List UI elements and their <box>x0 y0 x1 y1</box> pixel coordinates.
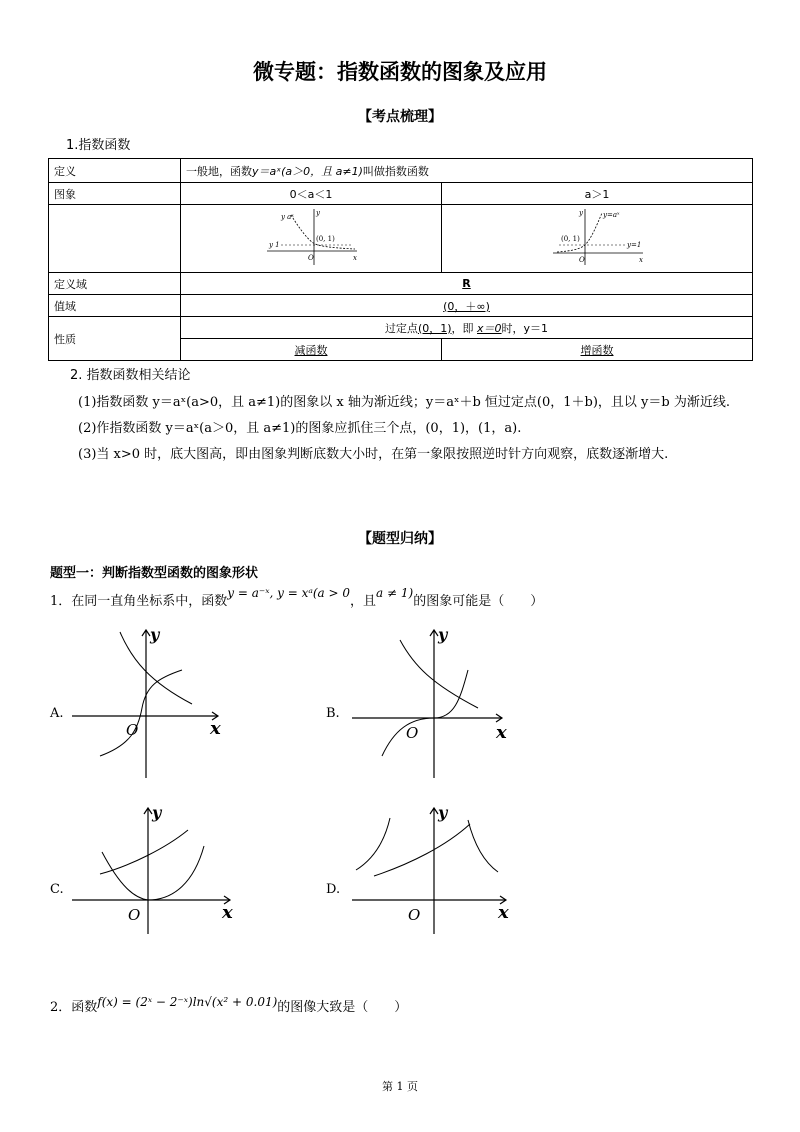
label-definition: 定义 <box>49 159 181 183</box>
definition-text: 一般地，函数y＝aˣ(a＞0，且 a≠1)叫做指数函数 <box>181 159 753 183</box>
label-range: 值域 <box>49 295 181 317</box>
option-a-graph <box>70 620 230 780</box>
point-label: (0, 1) <box>561 235 580 243</box>
graph-increasing-cell <box>442 205 753 273</box>
label-image: 图象 <box>49 183 181 205</box>
conclusion-1: (1)指数函数 y＝aˣ(a>0，且 a≠1)的图象以 x 轴为渐近线；y＝aˣ＋b 恒过定点(0，1＋b)，且以 y＝b 为渐近线. <box>78 395 730 410</box>
domain-value: R <box>181 273 753 295</box>
y-axis-label: y <box>316 209 320 217</box>
y-axis-label: y <box>150 625 160 644</box>
curve-power <box>382 670 468 756</box>
range-value: (0，＋∞) <box>181 295 753 317</box>
curve-power <box>102 846 204 900</box>
y-axis-label: y <box>438 625 448 644</box>
graph-increasing <box>547 207 647 267</box>
curve-exponential <box>100 830 188 874</box>
fixed-point-property: 过定点(0，1)，即 x＝0时，y＝1 <box>181 317 753 339</box>
conclusion-3: (3)当 x>0 时，底大图高，即由图象判断底数大小时，在第一象限按照逆时针方向观察，底数逐渐增大. <box>78 447 669 462</box>
x-axis-label: x <box>353 254 357 262</box>
line-label: y 1 <box>269 241 280 249</box>
option-b-label: B. <box>326 706 340 721</box>
x-axis-label: x <box>496 722 507 743</box>
point-label: (0, 1) <box>316 235 335 243</box>
condition-a-less-than-1: 0＜a＜1 <box>181 183 442 205</box>
option-c-graph <box>70 796 245 936</box>
origin-label: O <box>126 721 139 739</box>
curve-power-right <box>468 820 498 872</box>
monotonic-increasing: 增函数 <box>442 339 753 361</box>
curve-exponential <box>400 640 478 708</box>
increasing-curve <box>557 213 602 252</box>
section-heading-question-types: 【题型归纳】 <box>358 531 442 547</box>
origin-label: O <box>308 254 314 262</box>
curve-label: y=aˣ <box>603 211 620 219</box>
question-type-1: 题型一：判断指数型函数的图象形状 <box>50 566 259 581</box>
question-2-stem: 2．函数f(x) = (2ˣ − 2⁻ˣ)ln√(x² + 0.01)的图像大致是（ ） <box>50 995 408 1015</box>
subheading-exponential-function: 1.指数函数 <box>66 138 131 153</box>
page-footer: 第 1 页 <box>382 1080 418 1093</box>
condition-a-greater-than-1: a＞1 <box>442 183 753 205</box>
x-axis-label: x <box>222 902 233 923</box>
curve-exponential <box>374 824 470 876</box>
label-property: 性质 <box>49 317 181 361</box>
decreasing-curve <box>291 215 355 249</box>
label-domain: 定义域 <box>49 273 181 295</box>
option-b-graph <box>350 620 515 780</box>
page-title: 微专题：指数函数的图象及应用 <box>253 60 547 84</box>
x-axis-label: x <box>210 718 221 739</box>
origin-label: O <box>579 256 585 264</box>
conclusion-2: (2)作指数函数 y＝aˣ(a＞0，且 a≠1)的图象应抓住三个点，(0，1)，(1，a). <box>78 421 522 436</box>
graph-decreasing <box>261 207 361 267</box>
option-c-label: C. <box>50 882 64 897</box>
y-axis-label: y <box>579 209 583 217</box>
monotonic-decreasing: 减函数 <box>181 339 442 361</box>
y-axis-label: y <box>152 803 162 822</box>
x-axis-label: x <box>498 902 509 923</box>
option-d-label: D. <box>326 882 341 897</box>
question-1-stem: 1．在同一直角坐标系中，函数y = a⁻ˣ, y = xᵃ(a > 0，且a ≠ 1)的图象可能是（ ） <box>50 586 544 609</box>
graph-decreasing-cell <box>181 205 442 273</box>
y-axis-label: y <box>438 803 448 822</box>
origin-label: O <box>408 906 421 924</box>
section-heading-key-points: 【考点梳理】 <box>358 109 442 125</box>
curve-label: y aˣ <box>281 213 294 221</box>
curve-power <box>100 670 182 756</box>
definition-table <box>48 158 753 361</box>
option-a-label: A. <box>50 706 64 721</box>
label-empty <box>49 205 181 273</box>
line-label: y=1 <box>627 241 642 249</box>
origin-label: O <box>128 906 141 924</box>
origin-label: O <box>406 724 419 742</box>
subheading-conclusions: 2. 指数函数相关结论 <box>70 368 191 383</box>
x-axis-label: x <box>639 256 643 264</box>
curve-power-left <box>356 818 390 870</box>
option-d-graph <box>350 796 520 936</box>
